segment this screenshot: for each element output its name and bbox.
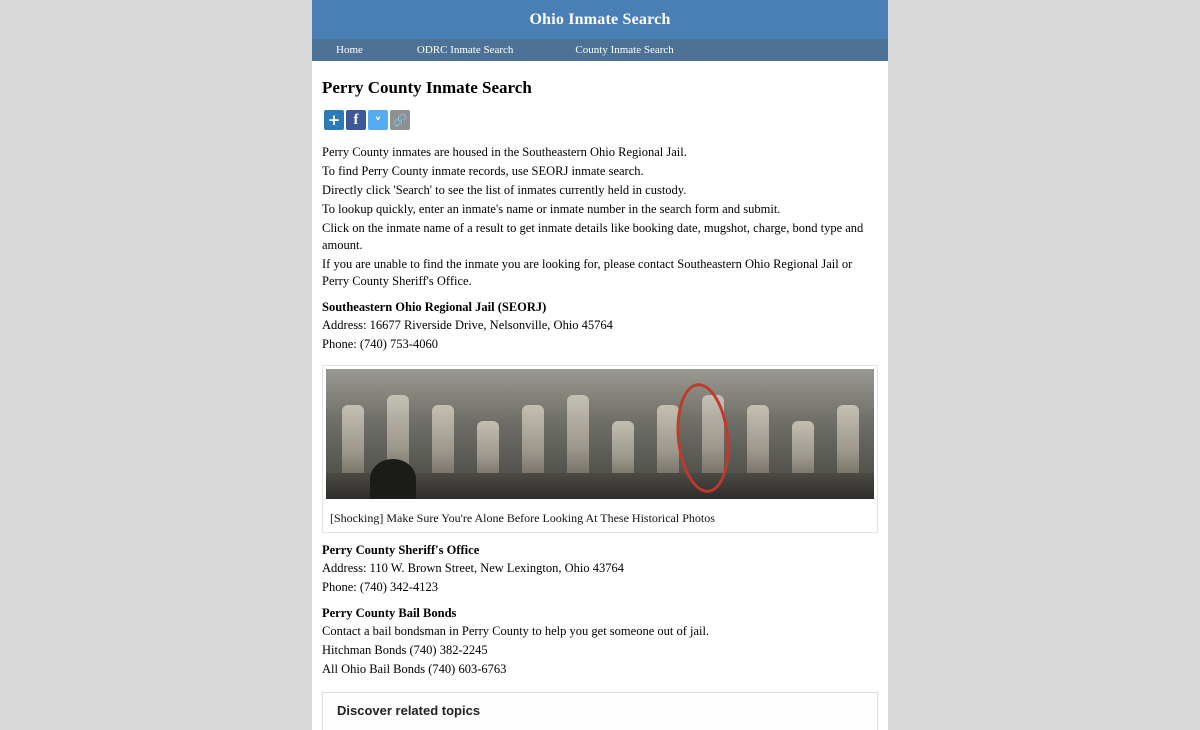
intro-line: Click on the inmate name of a result to get inmate details like booking date, mugshot, charge, bond type and amount. xyxy=(322,221,864,252)
ad-caption[interactable]: [Shocking] Make Sure You're Alone Before Looking At These Historical Photos xyxy=(330,511,715,525)
addthis-share-icon[interactable]: + xyxy=(324,110,344,130)
main-content xyxy=(312,61,888,730)
intro-line: Directly click 'Search' to see the list of inmates currently held in custody. xyxy=(322,183,687,197)
seorj-address: Address: 16677 Riverside Drive, Nelsonville, Ohio 45764 xyxy=(322,318,613,332)
sheriff-heading: Perry County Sheriff's Office xyxy=(322,543,480,557)
site-header xyxy=(312,0,888,39)
seorj-heading: Southeastern Ohio Regional Jail (SEORJ) xyxy=(322,300,547,314)
facebook-icon[interactable]: f xyxy=(346,110,366,130)
twitter-icon[interactable]: ᵛ xyxy=(368,110,388,130)
main-navigation xyxy=(312,39,888,61)
page-title: Perry County Inmate Search xyxy=(322,78,532,97)
link-icon[interactable]: 🔗 xyxy=(390,110,410,130)
sheriff-address: Address: 110 W. Brown Street, New Lexington, Ohio 43764 xyxy=(322,561,624,575)
bail-bondsman: Hitchman Bonds (740) 382-2245 xyxy=(322,643,488,657)
intro-line: To lookup quickly, enter an inmate's name or inmate number in the search form and submit. xyxy=(322,202,781,216)
bail-bonds-intro: Contact a bail bondsman in Perry County to help you get someone out of jail. xyxy=(322,624,710,638)
share-buttons xyxy=(324,110,878,130)
nav-county-inmate-search[interactable]: County Inmate Search xyxy=(575,44,674,56)
bail-bondsman: All Ohio Bail Bonds (740) 603-6763 xyxy=(322,662,507,676)
intro-line: Perry County inmates are housed in the Southeastern Ohio Regional Jail. xyxy=(322,145,687,159)
discover-related-topics xyxy=(322,692,878,730)
sheriff-phone: Phone: (740) 342-4123 xyxy=(322,580,438,594)
seorj-phone: Phone: (740) 753-4060 xyxy=(322,337,438,351)
nav-home[interactable]: Home xyxy=(336,44,363,56)
bail-bonds-heading: Perry County Bail Bonds xyxy=(322,606,457,620)
ad-image[interactable] xyxy=(326,369,874,499)
site-container xyxy=(312,0,888,730)
discover-title: Discover related topics xyxy=(337,703,481,718)
site-title: Ohio Inmate Search xyxy=(529,10,671,28)
intro-line: If you are unable to find the inmate you are looking for, please contact Southeastern Ohio Regional Jail or Perry County Sheriff's Office. xyxy=(322,257,853,288)
advertisement-card[interactable] xyxy=(322,365,878,533)
nav-odrc-inmate-search[interactable]: ODRC Inmate Search xyxy=(416,44,514,56)
intro-line: To find Perry County inmate records, use SEORJ inmate search. xyxy=(322,164,644,178)
ad-image-silhouette xyxy=(370,459,416,499)
